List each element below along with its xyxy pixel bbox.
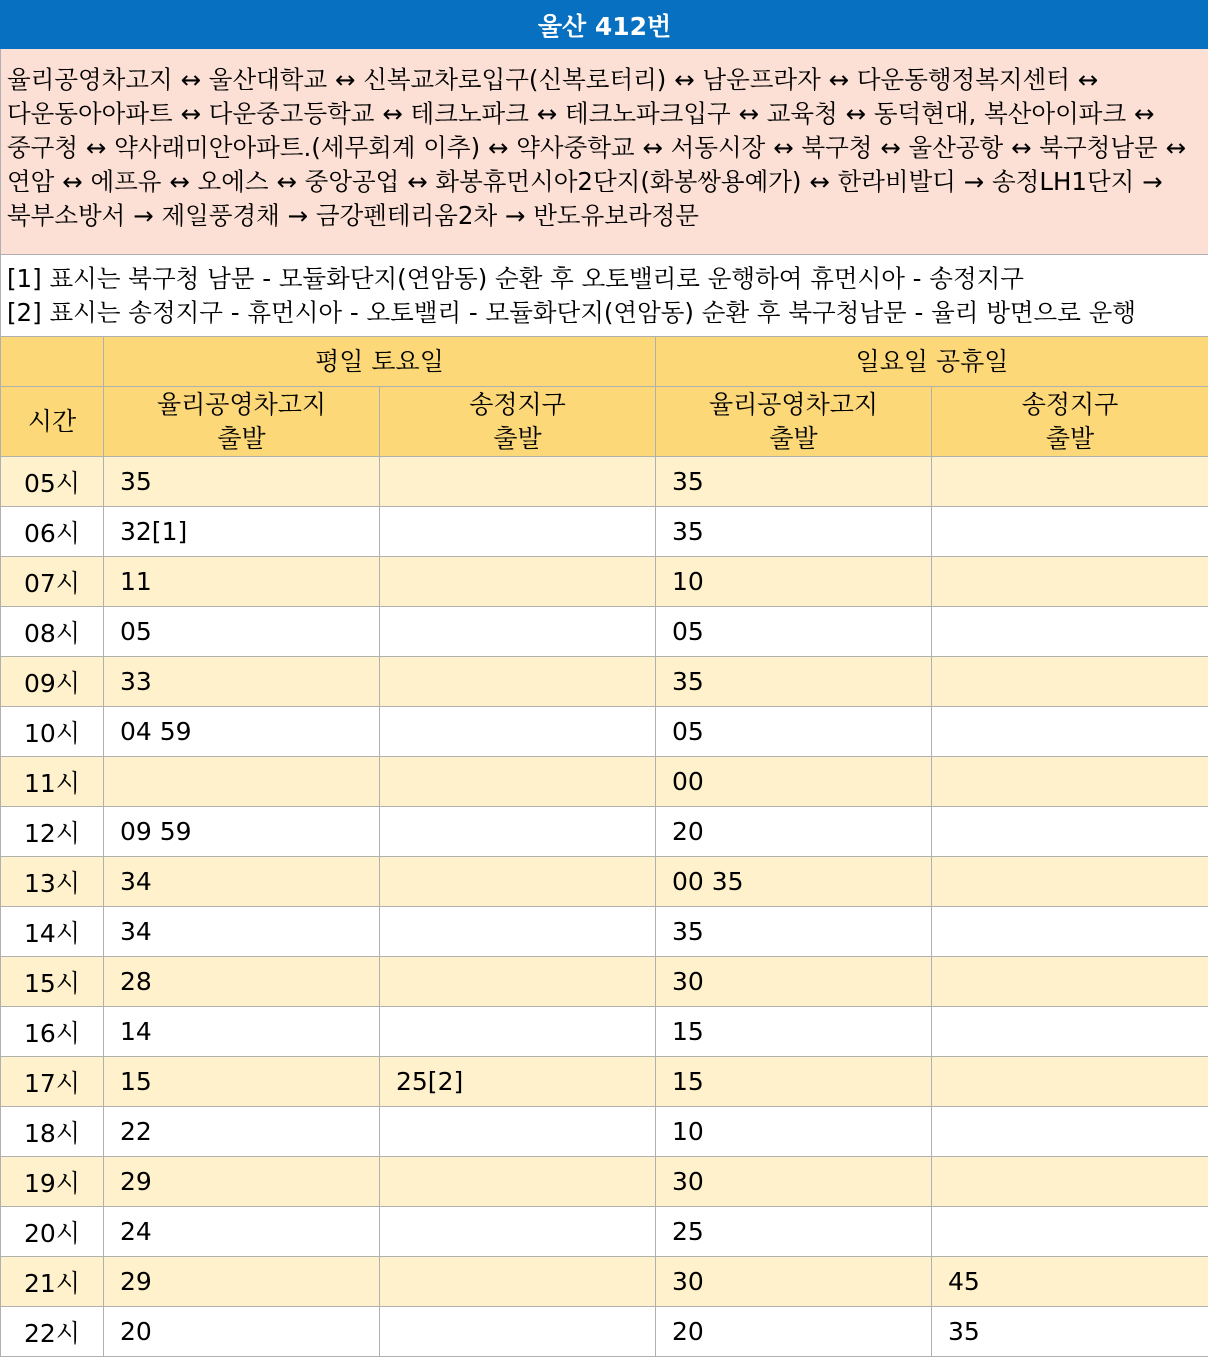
weekday-songjeong-cell: [380, 607, 656, 657]
hour-cell: 10시: [1, 707, 104, 757]
table-row: [1, 707, 1208, 757]
hour-cell: 19시: [1, 1157, 104, 1207]
holiday-songjeong-cell: [932, 457, 1208, 507]
holiday-yulri-cell: 10: [656, 1107, 932, 1157]
hour-cell: 15시: [1, 957, 104, 1007]
column-header-line: 출발: [769, 423, 818, 453]
hour-cell: 06시: [1, 507, 104, 557]
weekday-songjeong-cell: [380, 1107, 656, 1157]
hour-cell: 17시: [1, 1057, 104, 1107]
holiday-yulri-cell: 00 35: [656, 857, 932, 907]
weekday-songjeong-cell: [380, 857, 656, 907]
hour-cell: 07시: [1, 557, 104, 607]
table-row: [1, 1107, 1208, 1157]
weekday-yulri-cell: 32[1]: [104, 507, 380, 557]
weekday-yulri-cell: 33: [104, 657, 380, 707]
holiday-songjeong-cell: [932, 1007, 1208, 1057]
column-header-line: 율리공영차고지: [708, 389, 879, 419]
weekday-songjeong-cell: [380, 557, 656, 607]
route-description: 율리공영차고지 ↔ 울산대학교 ↔ 신복교차로입구(신복로터리) ↔ 남운프라자 ↔ 다운동행정복지센터 ↔ 다운동아아파트 ↔ 다운중고등학교 ↔ 테크노파크 ↔ 테크노파크입구 ↔ 교육청 ↔ 동덕현대, 복산아이파크 ↔ 중구청 ↔ 약사래미안아파트.(세무회계 이추) ↔ 약사중학교 ↔ 서동시장 ↔ 북구청 ↔ 울산공항 ↔ 북구청남문 ↔ 연암 ↔ 에프유 ↔ 오에스 ↔ 중앙공업 ↔ 화봉휴먼시아2단지(화봉쌍용예가) ↔ 한라비발디 → 송정LH1단지 → 북부소방서 → 제일풍경채 → 금강펜테리움2차 → 반도유보라정문: [1, 49, 1208, 255]
holiday-songjeong-cell: 45: [932, 1257, 1208, 1307]
hour-cell: 11시: [1, 757, 104, 807]
hour-cell: 22시: [1, 1307, 104, 1357]
group-header-weekday: 평일 토요일: [104, 337, 656, 387]
weekday-songjeong-cell: [380, 1207, 656, 1257]
hour-cell: 18시: [1, 1107, 104, 1157]
weekday-yulri-cell: 20: [104, 1307, 380, 1357]
weekday-songjeong-cell: [380, 1157, 656, 1207]
weekday-songjeong-cell: [380, 707, 656, 757]
column-header-line: 송정지구: [469, 389, 566, 419]
holiday-yulri-cell: 35: [656, 657, 932, 707]
table-row: [1, 607, 1208, 657]
holiday-yulri-cell: 15: [656, 1057, 932, 1107]
route-row: [1, 49, 1208, 255]
table-row: [1, 657, 1208, 707]
note-1: [1] 표시는 북구청 남문 - 모듈화단지(연암동) 순환 후 오토밸리로 운행하여 휴먼시아 - 송정지구: [7, 263, 1024, 293]
holiday-yulri-cell: 35: [656, 907, 932, 957]
notes-row: [1, 255, 1208, 337]
title-row: [1, 1, 1208, 49]
weekday-yulri-cell: 04 59: [104, 707, 380, 757]
holiday-songjeong-cell: [932, 1157, 1208, 1207]
weekday-yulri-cell: 28: [104, 957, 380, 1007]
holiday-songjeong-cell: [932, 1207, 1208, 1257]
holiday-yulri-cell: 30: [656, 957, 932, 1007]
holiday-songjeong-cell: [932, 657, 1208, 707]
weekday-yulri-cell: 15: [104, 1057, 380, 1107]
weekday-songjeong-cell: [380, 807, 656, 857]
holiday-yulri-cell: 10: [656, 557, 932, 607]
notes: [1, 255, 1208, 337]
holiday-yulri-cell: 30: [656, 1157, 932, 1207]
table-row: [1, 457, 1208, 507]
weekday-yulri-cell: 29: [104, 1157, 380, 1207]
hour-cell: 08시: [1, 607, 104, 657]
holiday-yulri-cell: 05: [656, 707, 932, 757]
holiday-songjeong-cell: [932, 707, 1208, 757]
holiday-songjeong-cell: [932, 557, 1208, 607]
holiday-yulri-cell: 20: [656, 1307, 932, 1357]
column-header-holiday-yulri: [656, 387, 932, 457]
holiday-songjeong-cell: [932, 757, 1208, 807]
holiday-songjeong-cell: [932, 507, 1208, 557]
holiday-songjeong-cell: [932, 1057, 1208, 1107]
table-row: [1, 957, 1208, 1007]
column-header-line: 출발: [217, 423, 266, 453]
weekday-songjeong-cell: [380, 657, 656, 707]
table-row: [1, 907, 1208, 957]
table-row: [1, 507, 1208, 557]
column-header-weekday-yulri: [104, 387, 380, 457]
holiday-yulri-cell: 05: [656, 607, 932, 657]
weekday-songjeong-cell: [380, 907, 656, 957]
holiday-yulri-cell: 35: [656, 457, 932, 507]
holiday-songjeong-cell: [932, 807, 1208, 857]
weekday-songjeong-cell: [380, 507, 656, 557]
holiday-yulri-cell: 00: [656, 757, 932, 807]
table-row: [1, 1257, 1208, 1307]
weekday-yulri-cell: 11: [104, 557, 380, 607]
column-header-weekday-songjeong: [380, 387, 656, 457]
holiday-songjeong-cell: [932, 1107, 1208, 1157]
holiday-songjeong-cell: [932, 957, 1208, 1007]
holiday-yulri-cell: 15: [656, 1007, 932, 1057]
column-header-line: 출발: [1045, 423, 1095, 453]
table-row: [1, 857, 1208, 907]
weekday-yulri-cell: 09 59: [104, 807, 380, 857]
table-row: [1, 757, 1208, 807]
table-row: [1, 807, 1208, 857]
group-header-holiday: 일요일 공휴일: [656, 337, 1208, 387]
hour-cell: 12시: [1, 807, 104, 857]
weekday-yulri-cell: 22: [104, 1107, 380, 1157]
column-header-time: 시간: [1, 387, 104, 457]
weekday-yulri-cell: 29: [104, 1257, 380, 1307]
weekday-yulri-cell: 35: [104, 457, 380, 507]
weekday-songjeong-cell: 25[2]: [380, 1057, 656, 1107]
holiday-yulri-cell: 25: [656, 1207, 932, 1257]
hour-cell: 05시: [1, 457, 104, 507]
table-row: [1, 1057, 1208, 1107]
holiday-songjeong-cell: 35: [932, 1307, 1208, 1357]
table-row: [1, 1157, 1208, 1207]
hour-cell: 13시: [1, 857, 104, 907]
weekday-yulri-cell: 05: [104, 607, 380, 657]
column-header-line: 출발: [493, 423, 542, 453]
column-header-line: 송정지구: [1021, 389, 1119, 419]
table-row: [1, 1207, 1208, 1257]
weekday-songjeong-cell: [380, 1257, 656, 1307]
weekday-yulri-cell: [104, 757, 380, 807]
hour-cell: 09시: [1, 657, 104, 707]
table-row: [1, 557, 1208, 607]
weekday-songjeong-cell: [380, 757, 656, 807]
hour-cell: 21시: [1, 1257, 104, 1307]
weekday-yulri-cell: 34: [104, 857, 380, 907]
hour-cell: 20시: [1, 1207, 104, 1257]
hour-cell: 16시: [1, 1007, 104, 1057]
page-title: 울산 412번: [1, 1, 1208, 49]
holiday-songjeong-cell: [932, 607, 1208, 657]
column-header-line: 율리공영차고지: [156, 389, 327, 419]
column-header-row: [1, 387, 1208, 457]
weekday-songjeong-cell: [380, 957, 656, 1007]
holiday-yulri-cell: 35: [656, 507, 932, 557]
group-header-blank: [1, 337, 104, 387]
holiday-yulri-cell: 30: [656, 1257, 932, 1307]
weekday-yulri-cell: 24: [104, 1207, 380, 1257]
table-row: [1, 1307, 1208, 1357]
column-header-holiday-songjeong: [932, 387, 1208, 457]
note-2: [2] 표시는 송정지구 - 휴먼시아 - 오토밸리 - 모듈화단지(연암동) 순환 후 북구청남문 - 율리 방면으로 운행: [7, 297, 1137, 327]
holiday-songjeong-cell: [932, 857, 1208, 907]
weekday-songjeong-cell: [380, 1007, 656, 1057]
weekday-songjeong-cell: [380, 1307, 656, 1357]
table-row: [1, 1007, 1208, 1057]
weekday-yulri-cell: 34: [104, 907, 380, 957]
holiday-songjeong-cell: [932, 907, 1208, 957]
weekday-yulri-cell: 14: [104, 1007, 380, 1057]
weekday-songjeong-cell: [380, 457, 656, 507]
group-header-row: [1, 337, 1208, 387]
holiday-yulri-cell: 20: [656, 807, 932, 857]
hour-cell: 14시: [1, 907, 104, 957]
